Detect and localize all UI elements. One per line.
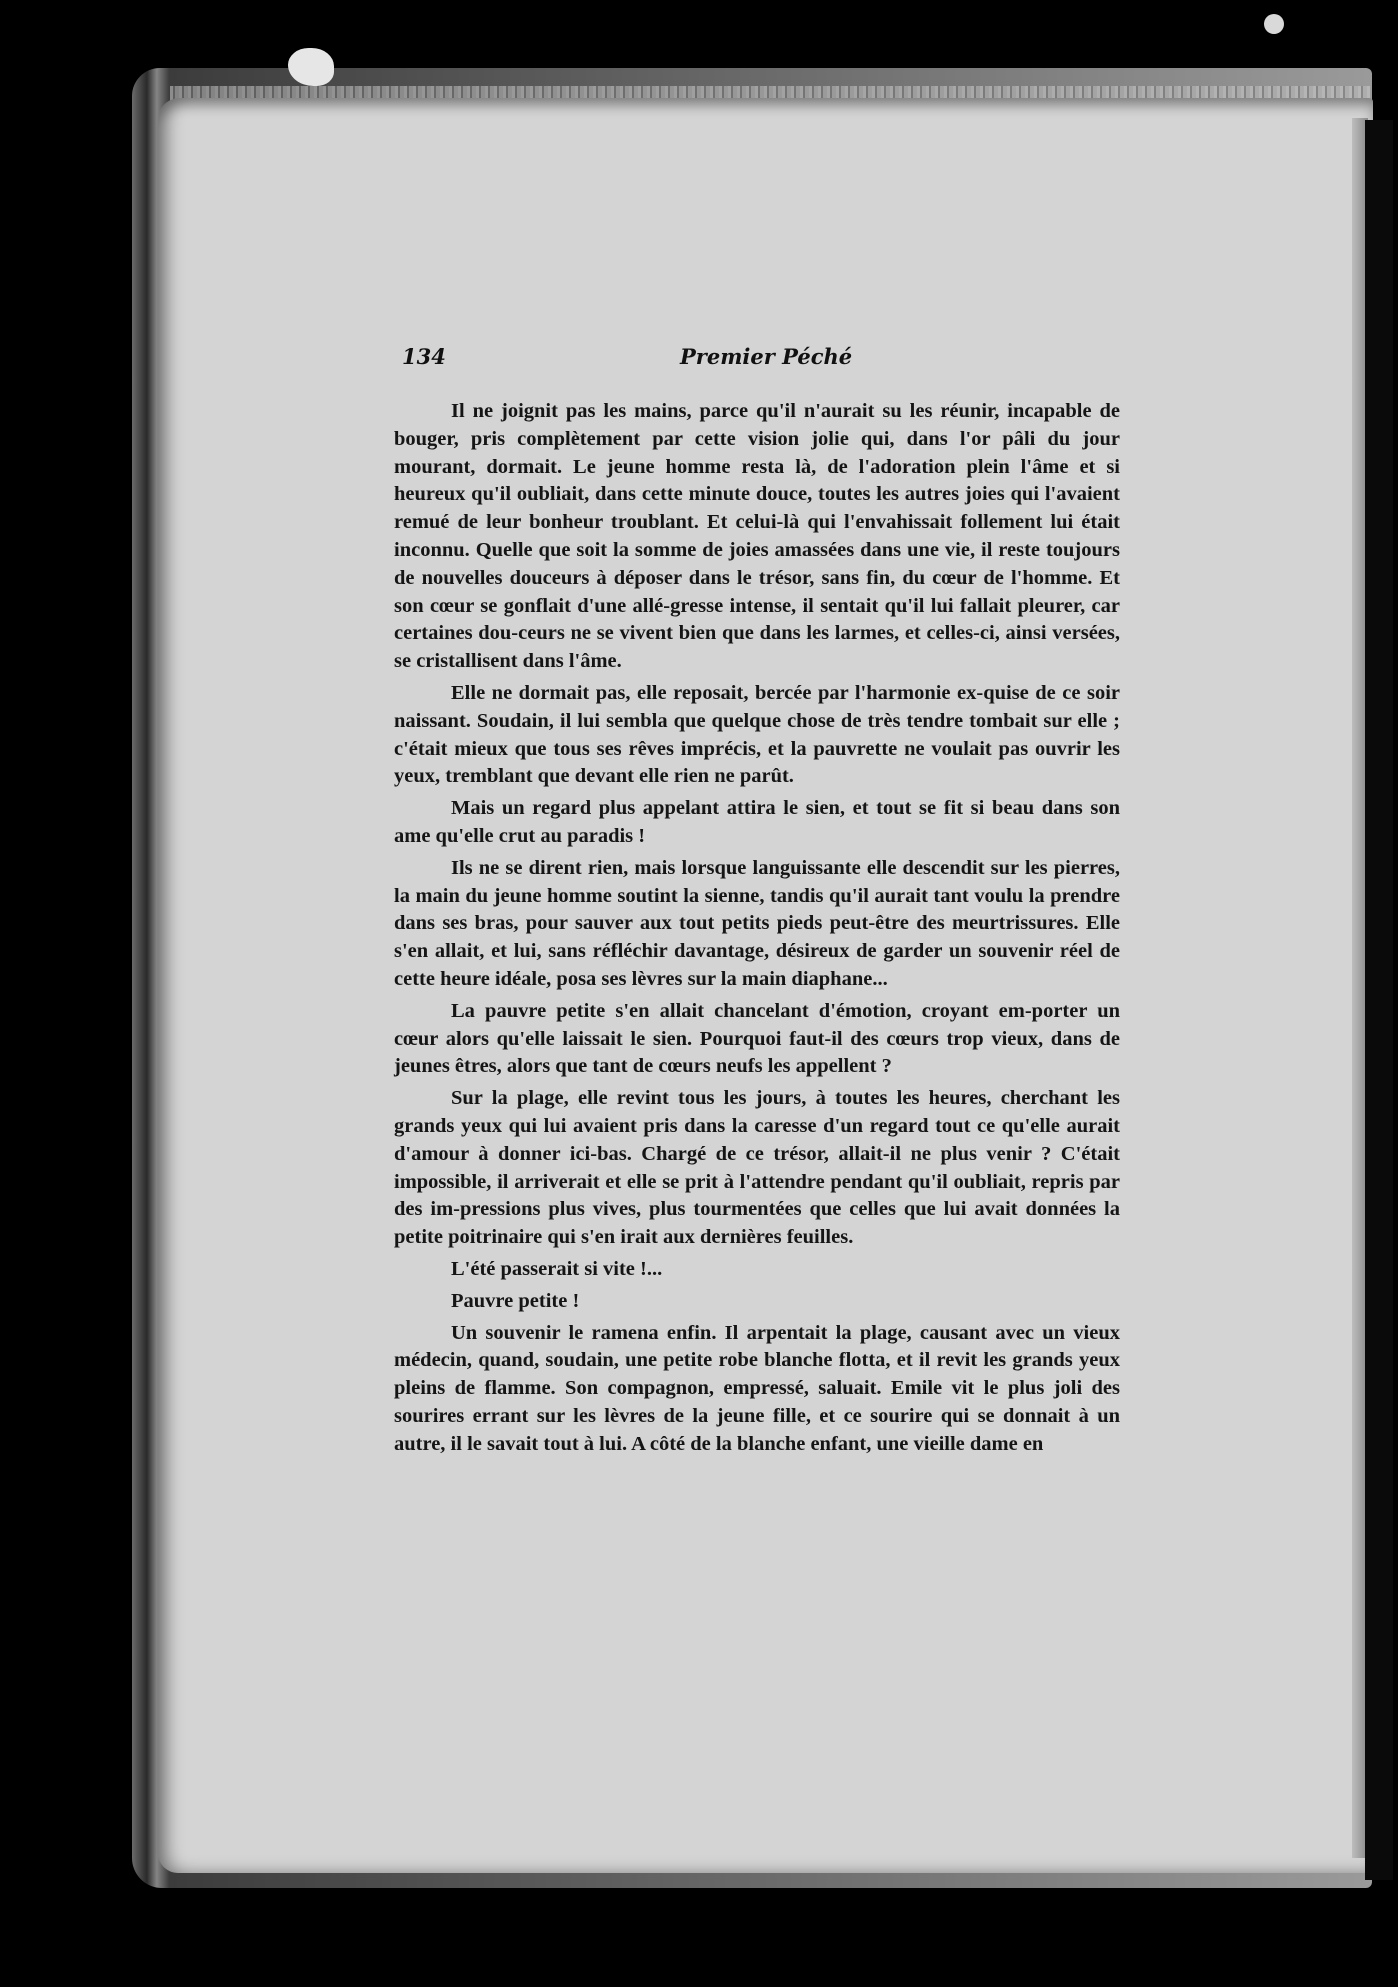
running-header bbox=[402, 344, 1122, 372]
paragraph: La pauvre petite s'en allait chancelant d'émotion, croyant em-porter un cœur alors qu'elle laissait le sien. Pourquoi faut-il des cœurs trop vieux, dans de jeunes êtres, alors que tant de cœurs neufs les appellent ? bbox=[394, 999, 1120, 1078]
gutter-shadow bbox=[1365, 120, 1393, 1880]
paragraph: Elle ne dormait pas, elle reposait, bercée par l'harmonie ex-quise de ce soir naissant. Soudain, il lui sembla que quelque chose de très tendre tombait sur elle ; c'était mieux que tous ses rêves imprécis, et la pauvrette ne voulait pas ouvrir les yeux, tremblant que devant elle rien ne parût. bbox=[394, 681, 1120, 788]
scan-speck bbox=[1264, 14, 1284, 34]
paragraph: Un souvenir le ramena enfin. Il arpentait la plage, causant avec un vieux médecin, quand, soudain, une petite robe blanche flotta, et il revit les grands yeux pleins de flamme. Son compagnon, empressé, saluait. Emile vit le plus joli des sourires errant sur les lèvres de la jeune fille, et ce sourire qui se donnait à un autre, il le savait tout à lui. A côté de la blanche enfant, une vieille dame en bbox=[394, 1321, 1120, 1455]
paragraph: Ils ne se dirent rien, mais lorsque languissante elle descendit sur les pierres, la main du jeune homme soutint la sienne, tandis qu'il aurait tant voulu la prendre dans ses bras, pour sauver aux tout petits pieds peut-être des meurtrissures. Elle s'en allait, et lui, sans réfléchir davantage, désireux de garder un souvenir réel de cette heure idéale, posa ses lèvres sur la main diaphane... bbox=[394, 856, 1120, 990]
page-number: 134 bbox=[402, 344, 446, 369]
paragraph: Pauvre petite ! bbox=[451, 1289, 580, 1312]
body-text bbox=[394, 398, 1120, 1462]
paragraph: L'été passerait si vite !... bbox=[451, 1257, 663, 1280]
paragraph: Mais un regard plus appelant attira le sien, et tout se fit si beau dans son ame qu'elle crut au paradis ! bbox=[394, 797, 1120, 847]
paragraph: Il ne joignit pas les mains, parce qu'il n'aurait su les réunir, incapable de bouger, pris complètement par cette vision jolie qui, dans l'or pâli du jour mourant, dormait. Le jeune homme resta là, de l'adoration plein l'âme et si heureux qu'il oubliait, dans cette minute douce, toutes les autres joies qui l'avaient remué de leur bonheur troublant. Et celui-là qui l'envahissait follement lui était inconnu. Quelle que soit la somme de joies amassées dans une vie, il reste toujours de nouvelles douceurs à déposer dans le trésor, sans fin, du cœur de l'homme. Et son cœur se gonflait d'une allé-gresse intense, il sentait qu'il lui fallait pleurer, car certaines dou-ceurs ne se vivent bien que dans les larmes, et celles-ci, ainsi versées, se cristallisent dans l'âme. bbox=[394, 400, 1120, 673]
paragraph: Sur la plage, elle revint tous les jours, à toutes les heures, cherchant les grands yeux qui lui avaient pris dans la caresse d'un regard tout ce qu'elle aurait d'amour à donner ici-bas. Chargé de ce trésor, allait-il ne plus venir ? C'était impossible, il arriverait et elle se prit à l'attendre pendant qu'il oubliait, repris par des im-pressions plus vives, plus tourmentées que celles que lui avait données la petite poitrinaire qui s'en irait aux dernières feuilles. bbox=[394, 1087, 1120, 1249]
running-title: Premier Péché bbox=[680, 344, 853, 369]
